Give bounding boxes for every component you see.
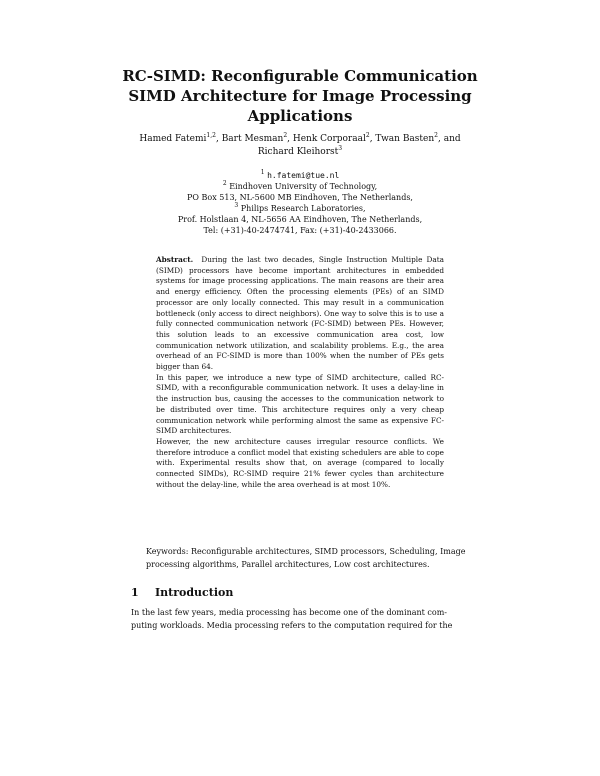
affil-2-mark: 2: [222, 180, 227, 187]
author-fatemi: Hamed Fatemi: [139, 134, 207, 144]
keywords-line-1: Keywords: Reconfigurable architectures, SIMD processors, Scheduling, Image: [146, 547, 466, 556]
author-kleihorst: Richard Kleihorst: [257, 147, 339, 157]
abstract-paragraph-2: In this paper, we introduce a new type of SIMD architecture, called RC-SIMD, with a reconfigurable communication network. It uses a delay-line in the instruction bus, causing the accesses to the communication network to be distributed over time. This architecture requires only a very cheap communication network while performing almost the same as expensive FC-SIMD architectures.: [156, 372, 444, 436]
abstract-text-1: During the last two decades, Single Instruction Multiple Data (SIMD) processors have become important architectures in embedded systems for image processing applications. The main reasons are their area and energy efficiency. Often the processing elements (PEs) of an SIMD processor are only locally connected. This may result in a communication bottleneck (only access to direct neighbors). One way to solve this is to use a fully connected communication network (FC-SIMD) between PEs. However, this solution leads to an excessive communication area cost, low communication network utilization, and scalability problems. E.g., the area overhead of an FC-SIMD is more than 100% when the number of PEs gets bigger than 64.: [156, 255, 445, 372]
intro-line-2: puting workloads. Media processing refers to the computation required for the: [131, 621, 453, 630]
section-title: Introduction: [155, 586, 234, 599]
affil-3-name-line: [100, 203, 500, 214]
author-mesman: , Bart Mesman: [215, 134, 284, 144]
intro-line-1: In the last few years, media processing has become one of the dominant com-: [131, 608, 447, 617]
email-address: h.fatemi@tue.nl: [267, 171, 340, 180]
author-kleihorst-affil-mark: 3: [338, 145, 343, 152]
title-line-1: RC-SIMD: Reconfigurable Communication: [122, 67, 478, 85]
section-number: 1: [131, 586, 139, 599]
affil-2-name-line: [100, 181, 500, 192]
intro-paragraph: [131, 606, 471, 632]
affiliations: [100, 170, 500, 236]
author-line-2: [100, 146, 500, 159]
email-mark: 1: [260, 169, 265, 176]
author-conjunction: , and: [437, 134, 461, 144]
author-corporaal: , Henk Corporaal: [287, 134, 366, 144]
author-basten-affil-mark: 2: [434, 132, 438, 139]
keywords-line-2: processing algorithms, Parallel architectures, Low cost architectures.: [146, 560, 430, 569]
author-mesman-affil-mark: 2: [283, 132, 288, 139]
author-corporaal-affil-mark: 2: [365, 132, 370, 139]
affil-3-address: Prof. Holstlaan 4, NL-5656 AA Eindhoven, The Netherlands,: [177, 215, 423, 224]
author-line-1: [100, 133, 500, 146]
author-list: [100, 133, 500, 159]
title-line-3: Applications: [247, 107, 353, 125]
abstract: [156, 255, 444, 490]
abstract-paragraph-3: However, the new architecture causes irregular resource conflicts. We therefore introduce a conflict model that existing schedulers are able to cope with. Experimental results show that, on average (compared to locally connected SIMDs), RC-SIMD require 21% fewer cycles than architecture without the delay-line, while the area overhead is at most 10%.: [156, 436, 444, 489]
affil-3-name: Philips Research Laboratories,: [240, 204, 366, 213]
section-heading: [131, 586, 233, 599]
abstract-paragraph-1: [156, 255, 444, 373]
affil-2-name: Eindhoven University of Technology,: [229, 182, 378, 191]
affil-2-address: PO Box 513, NL-5600 MB Eindhoven, The Netherlands,: [187, 193, 413, 202]
paper-title: [110, 66, 490, 126]
title-line-2: SIMD Architecture for Image Processing: [128, 87, 472, 105]
affil-3-mark: 3: [234, 202, 239, 209]
keywords: [146, 545, 466, 571]
email-line: [100, 170, 500, 181]
author-basten: , Twan Basten: [369, 134, 435, 144]
contact-phone: Tel: (+31)-40-2474741, Fax: (+31)-40-2433066.: [203, 226, 397, 235]
author-fatemi-affil-mark: 1,2: [206, 132, 216, 139]
abstract-label: Abstract.: [156, 255, 194, 264]
